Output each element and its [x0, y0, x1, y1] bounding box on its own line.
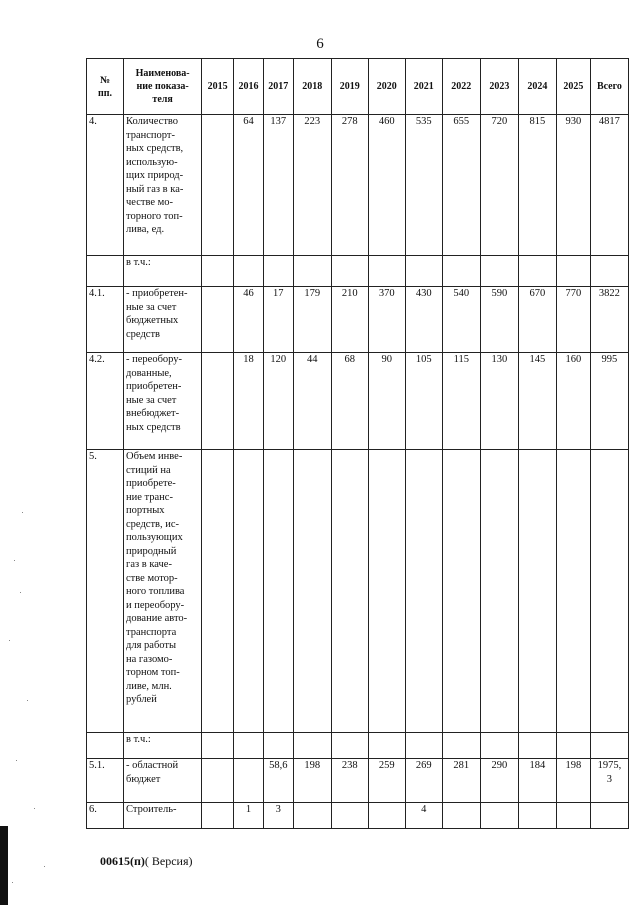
year-value: [368, 450, 405, 733]
year-value: 44: [293, 353, 331, 450]
year-value: 238: [331, 759, 368, 803]
year-value: 179: [293, 287, 331, 353]
year-value: [234, 256, 264, 287]
row-number: 4.1.: [87, 287, 124, 353]
year-value: [202, 115, 234, 256]
year-value: 269: [405, 759, 442, 803]
row-number: 5.1.: [87, 759, 124, 803]
year-value: [405, 256, 442, 287]
indicator-name: в т.ч.:: [124, 733, 202, 759]
year-value: 290: [480, 759, 518, 803]
page-number: 6: [316, 36, 324, 52]
year-value: [293, 733, 331, 759]
scan-edge-mark: [0, 826, 8, 905]
year-value: [331, 256, 368, 287]
scan-speck: [44, 866, 45, 867]
year-value: [202, 287, 234, 353]
year-value: [202, 450, 234, 733]
scan-speck: [9, 640, 10, 641]
year-value: 670: [518, 287, 556, 353]
header-year: 2019: [331, 59, 368, 115]
row-number: [87, 256, 124, 287]
year-value: 535: [405, 115, 442, 256]
indicator-name: в т.ч.:: [124, 256, 202, 287]
scan-speck: [16, 760, 17, 761]
header-name: [124, 59, 202, 115]
table-row: [87, 287, 629, 353]
year-value: [263, 450, 293, 733]
table-row: [87, 115, 629, 256]
year-value: 137: [263, 115, 293, 256]
table-row: [87, 450, 629, 733]
year-value: 3: [263, 803, 293, 829]
year-value: [368, 256, 405, 287]
indicator-name: Строитель-: [124, 803, 202, 829]
header-year: 2021: [405, 59, 442, 115]
indicator-name: - переобору- дованные, приобретен- ные за счет внебюджет- ных средств: [124, 353, 202, 450]
year-value: 720: [480, 115, 518, 256]
year-value: 105: [405, 353, 442, 450]
header-year: 2025: [556, 59, 590, 115]
year-value: [442, 803, 480, 829]
year-value: [263, 256, 293, 287]
year-value: [331, 450, 368, 733]
header-year: 2022: [442, 59, 480, 115]
year-value: [202, 353, 234, 450]
total-value: [590, 450, 628, 733]
year-value: 430: [405, 287, 442, 353]
total-value: 995: [590, 353, 628, 450]
indicator-name: Объем инве- стиций на приобрете- ние транс- портных средств, ис- пользующих природный газ в каче- стве мотор- ного топлива и переобору- дование авто- транспорта для работы на газомо- торном топ- ливе, млн. рублей: [124, 450, 202, 733]
year-value: [331, 803, 368, 829]
year-value: [293, 450, 331, 733]
table-row: [87, 256, 629, 287]
year-value: 184: [518, 759, 556, 803]
row-number: [87, 733, 124, 759]
year-value: 68: [331, 353, 368, 450]
year-value: 655: [442, 115, 480, 256]
document-code-main: 00615(п): [100, 854, 145, 868]
row-number: 5.: [87, 450, 124, 733]
indicator-name: Количество транспорт- ных средств, использую- щих природ- ный газ в ка- честве мо- торного топ- лива, ед.: [124, 115, 202, 256]
year-value: [405, 733, 442, 759]
year-value: [518, 803, 556, 829]
year-value: [234, 733, 264, 759]
total-value: [590, 733, 628, 759]
header-year: 2020: [368, 59, 405, 115]
year-value: 115: [442, 353, 480, 450]
table-row: [87, 733, 629, 759]
year-value: [368, 733, 405, 759]
indicator-name: - областной бюджет: [124, 759, 202, 803]
year-value: 770: [556, 287, 590, 353]
scan-speck: [14, 560, 15, 561]
scan-speck: [22, 512, 23, 513]
year-value: 460: [368, 115, 405, 256]
table-header-row: [87, 59, 629, 115]
header-year: 2017: [263, 59, 293, 115]
year-value: [518, 733, 556, 759]
scan-speck: [34, 808, 35, 809]
document-code: [100, 854, 193, 869]
year-value: [480, 256, 518, 287]
total-value: 4817: [590, 115, 628, 256]
year-value: 930: [556, 115, 590, 256]
year-value: 17: [263, 287, 293, 353]
year-value: [556, 256, 590, 287]
year-value: 90: [368, 353, 405, 450]
year-value: 198: [293, 759, 331, 803]
year-value: 64: [234, 115, 264, 256]
year-value: 278: [331, 115, 368, 256]
header-year: 2015: [202, 59, 234, 115]
year-value: 540: [442, 287, 480, 353]
year-value: [368, 803, 405, 829]
year-value: [556, 803, 590, 829]
year-value: [480, 803, 518, 829]
row-number: 4.: [87, 115, 124, 256]
year-value: 370: [368, 287, 405, 353]
scan-speck: [12, 882, 13, 883]
header-year: 2023: [480, 59, 518, 115]
year-value: 223: [293, 115, 331, 256]
total-value: [590, 803, 628, 829]
year-value: [518, 450, 556, 733]
year-value: [556, 450, 590, 733]
header-year: 2018: [293, 59, 331, 115]
total-value: 3822: [590, 287, 628, 353]
year-value: [442, 733, 480, 759]
document-code-version: ( Версия): [144, 854, 193, 868]
total-value: 1975, 3: [590, 759, 628, 803]
year-value: [234, 759, 264, 803]
year-value: 281: [442, 759, 480, 803]
scan-speck: [20, 592, 21, 593]
total-value: [590, 256, 628, 287]
year-value: [442, 256, 480, 287]
header-no-text: № пп.: [97, 74, 113, 99]
year-value: [480, 733, 518, 759]
year-value: [202, 759, 234, 803]
header-year: 2016: [234, 59, 264, 115]
year-value: [405, 450, 442, 733]
year-value: [202, 733, 234, 759]
header-total: Всего: [590, 59, 628, 115]
table-row: [87, 353, 629, 450]
year-value: [293, 256, 331, 287]
year-value: 590: [480, 287, 518, 353]
year-value: [518, 256, 556, 287]
indicators-table: [86, 58, 629, 829]
header-year: 2024: [518, 59, 556, 115]
year-value: 46: [234, 287, 264, 353]
year-value: 130: [480, 353, 518, 450]
year-value: [556, 733, 590, 759]
year-value: [480, 450, 518, 733]
year-value: [293, 803, 331, 829]
scan-speck: [27, 700, 28, 701]
year-value: 18: [234, 353, 264, 450]
row-number: 4.2.: [87, 353, 124, 450]
year-value: [202, 803, 234, 829]
indicator-name: - приобретен- ные за счет бюджетных средств: [124, 287, 202, 353]
row-number: 6.: [87, 803, 124, 829]
year-value: 145: [518, 353, 556, 450]
year-value: 815: [518, 115, 556, 256]
year-value: 58,6: [263, 759, 293, 803]
year-value: 1: [234, 803, 264, 829]
year-value: 259: [368, 759, 405, 803]
header-no: [87, 59, 124, 115]
year-value: 198: [556, 759, 590, 803]
year-value: 4: [405, 803, 442, 829]
year-value: 160: [556, 353, 590, 450]
table-row: [87, 759, 629, 803]
year-value: [331, 733, 368, 759]
year-value: [442, 450, 480, 733]
year-value: [263, 733, 293, 759]
year-value: 210: [331, 287, 368, 353]
header-name-text: Наименова- ние показа- теля: [135, 68, 190, 105]
year-value: [202, 256, 234, 287]
year-value: 120: [263, 353, 293, 450]
year-value: [234, 450, 264, 733]
table-row: [87, 803, 629, 829]
